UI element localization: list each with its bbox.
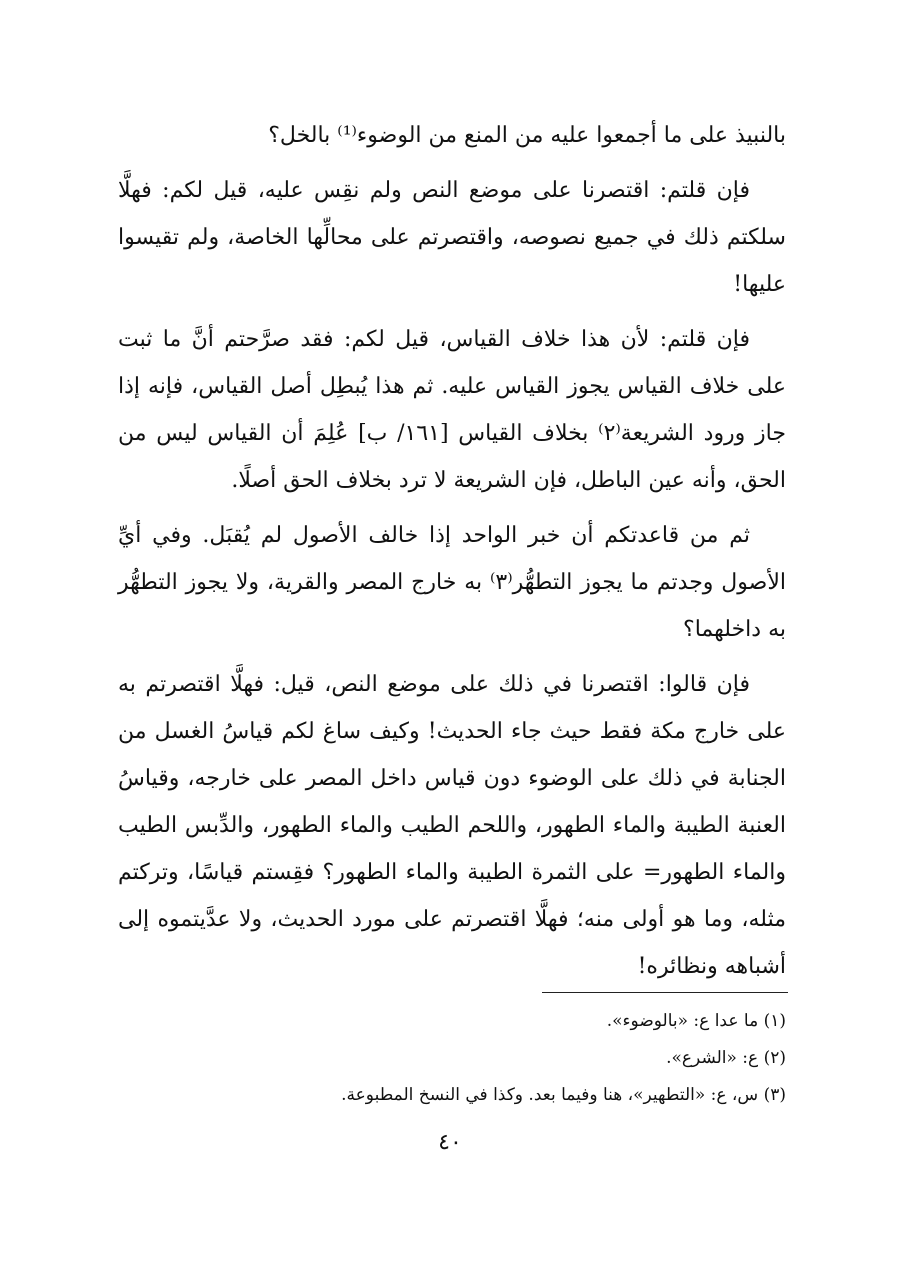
footnote-3: (٣) س، ع: «التطهير»، هنا وفيما بعد. وكذا في النسخ المطبوعة. [341, 1085, 786, 1105]
footnotes [118, 1003, 786, 1114]
paragraph-5: فإن قالوا: اقتصرنا في ذلك على موضع النص، قيل: فهلَّا اقتصرتم به على خارج مكة فقط حيث جاء الحديث! وكيف ساغ لكم قياسُ الغسل من الجنابة في ذلك على الوضوء دون قياس داخل المصر على خارجه، وقياسُ العنبة الطيبة والماء الطهور، واللحم الطيب والماء الطهور، والدِّبس الطيب والماء الطهور= على الثمرة الطيبة والماء الطهور؟ فقِستم قياسًا، وتركتم مثله، وما هو أولى منه؛ فهلَّا اقتصرتم على مورد الحديث، ولا عدَّيتموه إلى أشباهه ونظائره! [118, 672, 786, 979]
paragraph-2: فإن قلتم: اقتصرنا على موضع النص ولم نقِس عليه، قيل لكم: فهلَّا سلكتم ذلك في جميع نصوصه، واقتصرتم على محالِّها الخاصة، ولم تقيسوا عليها! [118, 178, 786, 297]
paragraph-3: فإن قلتم: لأن هذا خلاف القياس، قيل لكم: فقد صرَّحتم أنَّ ما ثبت على خلاف القياس يجوز القياس عليه. ثم هذا يُبطِل أصل القياس، فإنه إذا جاز ورود الشريعة⁽٢⁾ بخلاف القياس [١٦١/ ب] عُلِمَ أن القياس ليس من الحق، وأنه عين الباطل، فإن الشريعة لا ترد بخلاف الحق أصلًا. [118, 327, 786, 493]
paragraph-4: ثم من قاعدتكم أن خبر الواحد إذا خالف الأصول لم يُقبَل. وفي أيِّ الأصول وجدتم ما يجوز التطهُّر⁽٣⁾ به خارج المصر والقرية، ولا يجوز التطهُّر به داخلهما؟ [118, 523, 786, 642]
footnote-divider [542, 992, 788, 993]
footnote-2: (٢) ع: «الشرع». [666, 1048, 786, 1068]
main-text [118, 112, 786, 998]
footnote-1: (١) ما عدا ع: «بالوضوء». [606, 1011, 786, 1031]
page-number: ٤٠ [438, 1130, 462, 1155]
paragraph-1: بالنبيذ على ما أجمعوا عليه من المنع من الوضوء⁽¹⁾ بالخل؟ [268, 123, 786, 148]
